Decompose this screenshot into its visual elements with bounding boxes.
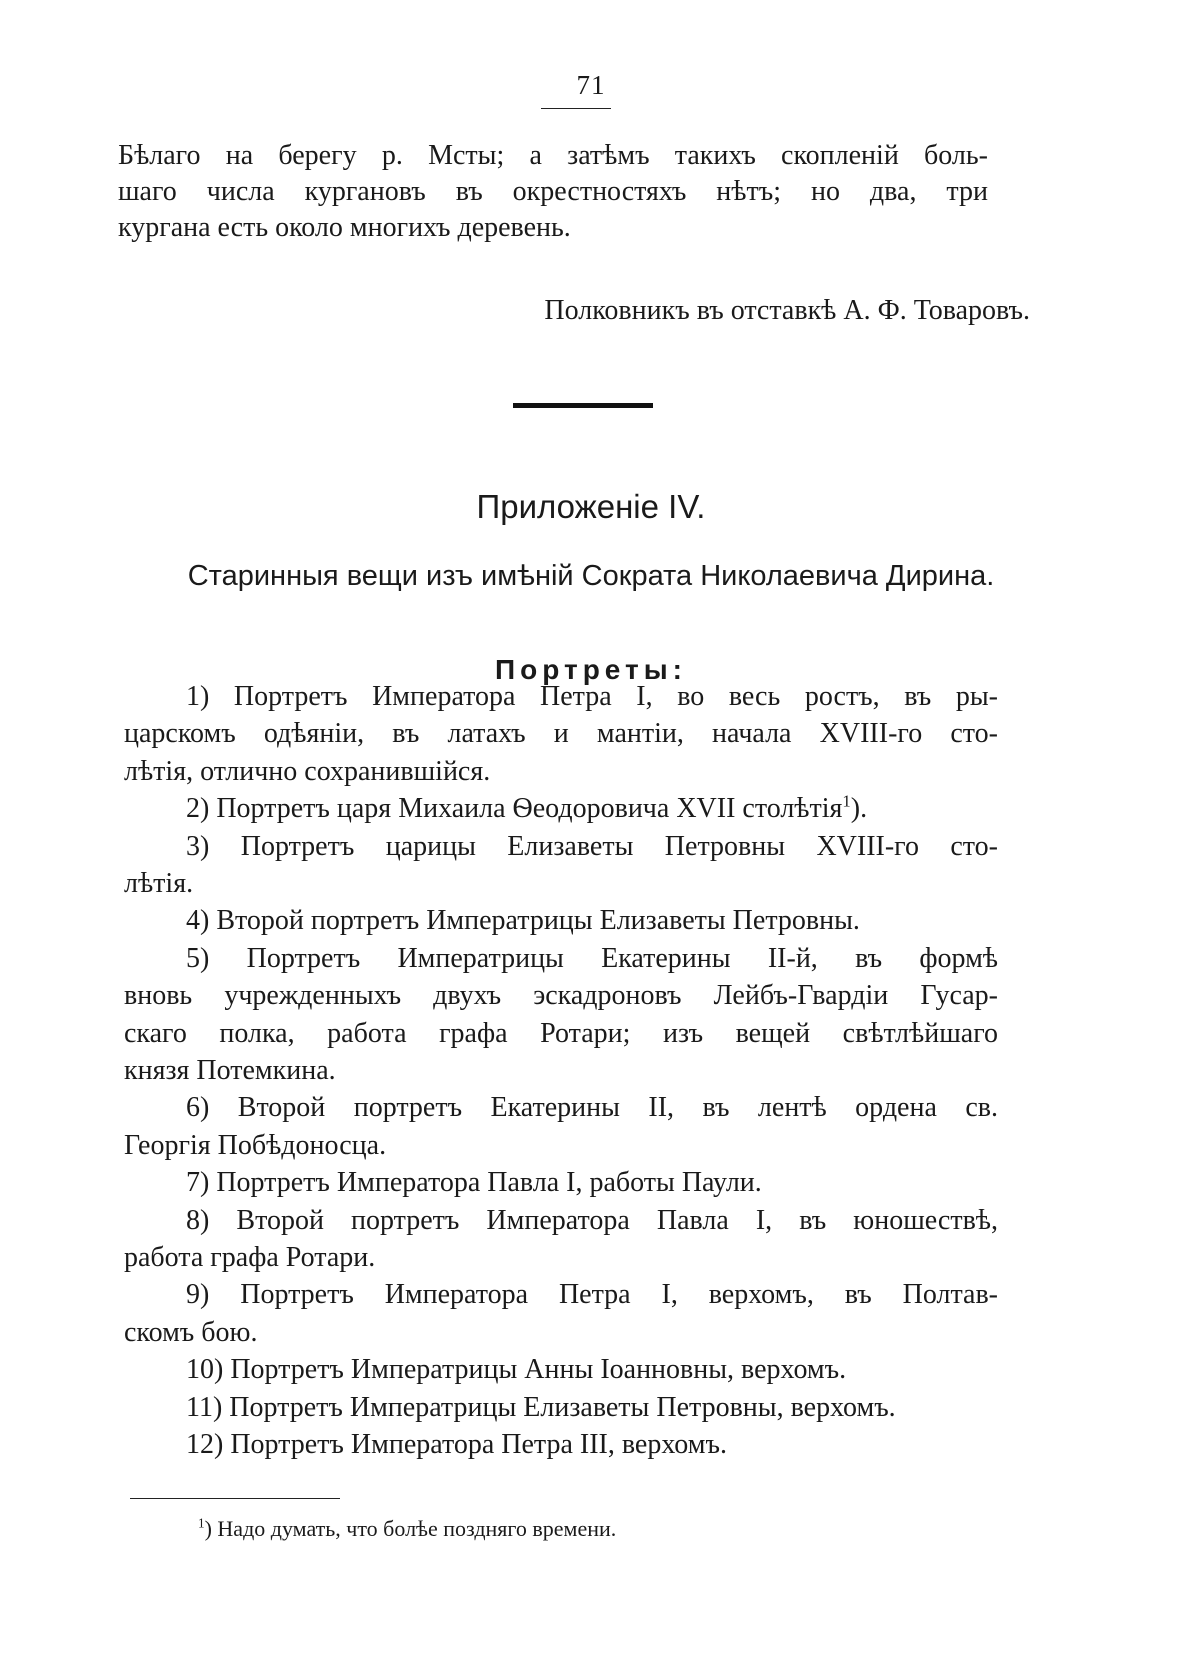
list-line	[124, 1014, 998, 1054]
list-line	[186, 789, 867, 829]
list-line	[186, 939, 998, 979]
list-line	[124, 976, 998, 1016]
list-line-text: 9) Портретъ Императора Петра I, верхомъ, въ Полтав-	[186, 1279, 998, 1310]
list-line-text: лѣтія.	[124, 868, 194, 899]
section-divider	[513, 403, 653, 408]
list-line	[186, 1350, 846, 1390]
footnote-marker: 1	[198, 1515, 205, 1531]
list-line-text: 10) Портретъ Императрицы Анны Іоанновны, верхомъ.	[186, 1354, 847, 1385]
page-number: 71	[576, 70, 606, 100]
list-line-text: скомъ бою.	[124, 1317, 258, 1348]
list-line	[186, 827, 998, 867]
footnote-reference: 1	[842, 791, 851, 811]
list-line-text: 4) Второй портретъ Императрицы Елизаветы Петровны.	[186, 905, 860, 936]
list-line	[186, 901, 860, 941]
list-line	[186, 1163, 762, 1203]
page-number-rule	[541, 108, 611, 109]
list-line-text: 6) Второй портретъ Екатерины II, въ лентѣ ордена св.	[186, 1092, 998, 1123]
list-line-text: Георгія Побѣдоносца.	[124, 1130, 387, 1161]
list-line-text: 11) Портретъ Императрицы Елизаветы Петровны, верхомъ.	[186, 1392, 896, 1423]
list-line-text: 2) Портретъ царя Михаила Ѳеодоровича XVII столѣтія	[186, 793, 843, 824]
list-line-closing: ).	[850, 793, 868, 824]
list-line-text: князя Потемкина.	[124, 1055, 336, 1086]
continuation-line-1: Бѣлаго на берегу р. Мсты; а затѣмъ такихъ скопленій боль-	[118, 140, 988, 171]
list-line-text: 12) Портретъ Императора Петра III, верхомъ.	[186, 1429, 727, 1460]
footnote	[198, 1514, 616, 1544]
footnote-rule	[130, 1498, 340, 1499]
list-line	[124, 752, 490, 792]
list-line	[124, 714, 998, 754]
list-line-text: вновь учрежденныхъ двухъ эскадроновъ Лейбъ-Гвардіи Гусар-	[124, 980, 998, 1011]
list-line	[186, 1088, 998, 1128]
list-line-text: царскомъ одѣяніи, въ латахъ и мантіи, начала XVIII-го сто-	[124, 718, 998, 749]
signature: Полковникъ въ отставкѣ А. Ф. Товаровъ.	[544, 295, 1030, 326]
list-line-text: 3) Портретъ царицы Елизаветы Петровны XVIII-го сто-	[186, 831, 998, 862]
list-line	[186, 1201, 998, 1241]
list-line	[186, 677, 998, 717]
list-line-text: работа графа Ротари.	[124, 1242, 376, 1273]
continuation-line-3: кургана есть около многихъ деревень.	[118, 212, 571, 243]
list-line	[186, 1388, 896, 1428]
list-line	[186, 1425, 727, 1465]
list-line-text: лѣтія, отлично сохранившійся.	[124, 756, 491, 787]
list-line-text: 7) Портретъ Императора Павла I, работы Паули.	[186, 1167, 762, 1198]
list-line-text: скаго полка, работа графа Ротари; изъ вещей свѣтлѣйшаго	[124, 1018, 998, 1049]
list-line-text: 5) Портретъ Императрицы Екатерины II-й, въ формѣ	[186, 943, 998, 974]
list-line	[124, 864, 193, 904]
list-line	[124, 1238, 375, 1278]
list-line	[124, 1051, 336, 1091]
continuation-line-2: шаго числа кургановъ въ окрестностяхъ нѣтъ; но два, три	[118, 176, 988, 207]
list-line	[186, 1275, 998, 1315]
list-line	[124, 1313, 257, 1353]
appendix-title: Приложеніе IV.	[476, 488, 706, 525]
list-line-text: 8) Второй портретъ Императора Павла I, въ юношествѣ,	[186, 1205, 998, 1236]
appendix-subtitle: Старинныя вещи изъ имѣній Сократа Николаевича Дирина.	[187, 560, 995, 592]
list-line-text: 1) Портретъ Императора Петра I, во весь ростъ, въ ры-	[186, 681, 998, 712]
footnote-text: ) Надо думать, что болѣе поздняго времени.	[204, 1516, 617, 1541]
list-line	[124, 1126, 386, 1166]
section-heading: Портреты:	[495, 654, 687, 685]
